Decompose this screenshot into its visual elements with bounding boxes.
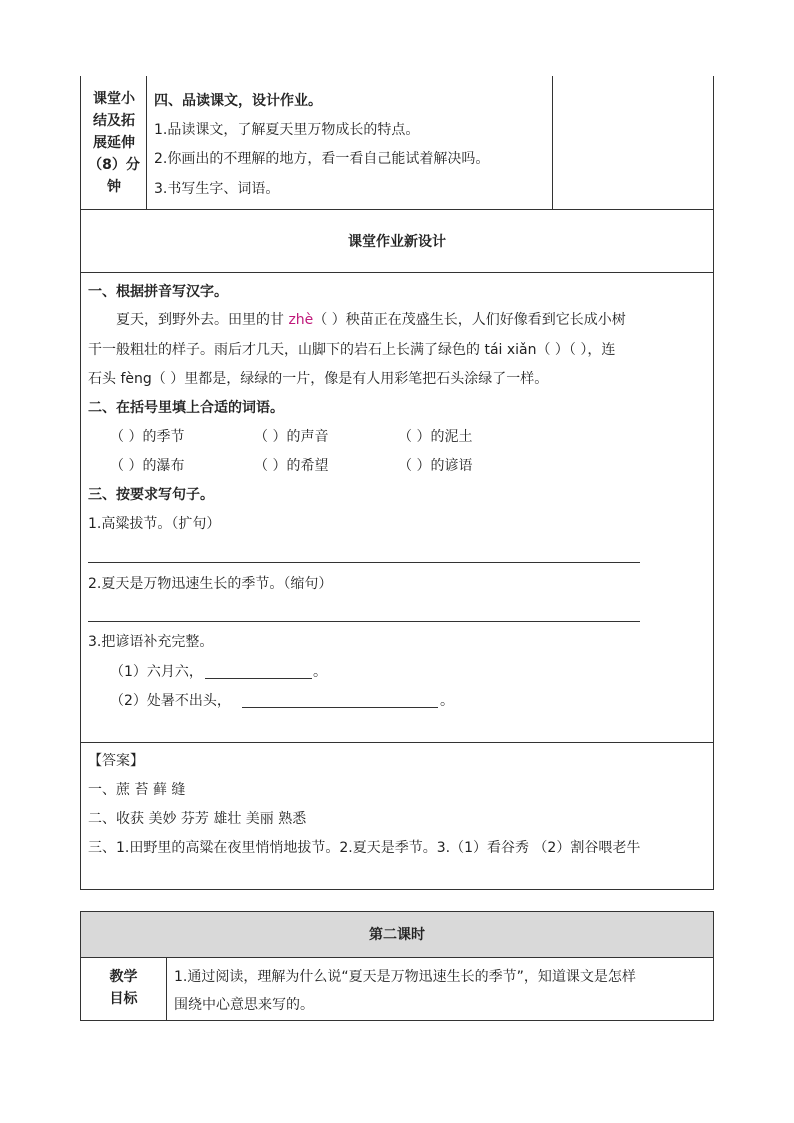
blank-phrase: （ ）的希望 — [254, 458, 329, 474]
proverb-2: （2）处暑不出头， — [110, 693, 231, 709]
lesson2-title: 第二课时 — [369, 927, 425, 943]
answer-3: 三、1.田野里的高粱在夜里悄悄地拔节。2.夏天是季节。3.（1）看谷秀 （2）割谷喂老牛 — [88, 840, 641, 856]
proverb-1: （1）六月六， — [110, 664, 203, 680]
answers-title: 【答案】 — [88, 753, 144, 769]
homework-title: 课堂作业新设计 — [348, 234, 446, 250]
answer-2: 二、收获 美妙 芬芳 雄壮 美丽 熟悉 — [88, 811, 307, 827]
step-item-2: 2.你画出的不理解的地方，看一看自己能试着解决吗。 — [154, 151, 490, 167]
question-3: 3.把谚语补充完整。 — [88, 634, 214, 650]
answer-1: 一、蔗 苔 藓 缝 — [88, 782, 186, 798]
proverb-2-blank — [242, 707, 438, 708]
goal-label: 教学 目标 — [109, 969, 138, 1007]
pinyin-zhe: zhè — [288, 312, 314, 328]
section-1-line-1: 夏天，到野外去。田里的甘 zhè（ ）秧苗正在茂盛生长，人们好像看到它长成小树 — [116, 312, 626, 328]
step-heading: 四、品读课文，设计作业。 — [154, 93, 322, 109]
blank-phrase: （ ）的谚语 — [398, 458, 473, 474]
section-1-title: 一、根据拼音写汉字。 — [88, 284, 228, 300]
answer-line-2 — [88, 621, 640, 622]
blank-phrase: （ ）的季节 — [110, 429, 185, 445]
question-1: 1.高粱拔节。（扩句） — [88, 516, 221, 532]
blank-phrase: （ ）的瀑布 — [110, 458, 185, 474]
section-2-title: 二、在括号里填上合适的词语。 — [88, 400, 284, 416]
section-1-line-3: 石头 fèng（ ）里都是，绿绿的一片，像是有人用彩笔把石头涂绿了一样。 — [88, 371, 549, 387]
section-label-cell: 课堂小 结及拓 展延伸 （8）分 钟 — [88, 91, 140, 195]
answer-line-1 — [88, 562, 640, 563]
goal-line-1: 1.通过阅读，理解为什么说“夏天是万物迅速生长的季节”，知道课文是怎样 — [174, 969, 636, 985]
blank-phrase: （ ）的声音 — [254, 429, 329, 445]
blank-phrase: （ ）的泥土 — [398, 429, 473, 445]
section-1-line-2: 干一般粗壮的样子。雨后才几天，山脚下的岩石上长满了绿色的 tái xiǎn（ ）（ ），连 — [88, 342, 616, 358]
proverb-1-blank — [205, 678, 312, 679]
goal-line-2: 围绕中心意思来写的。 — [174, 997, 314, 1013]
step-item-1: 1.品读课文，了解夏天里万物成长的特点。 — [154, 122, 420, 138]
question-2: 2.夏天是万物迅速生长的季节。（缩句） — [88, 576, 333, 592]
step-item-3: 3.书写生字、词语。 — [154, 181, 280, 197]
section-3-title: 三、按要求写句子。 — [88, 487, 214, 503]
